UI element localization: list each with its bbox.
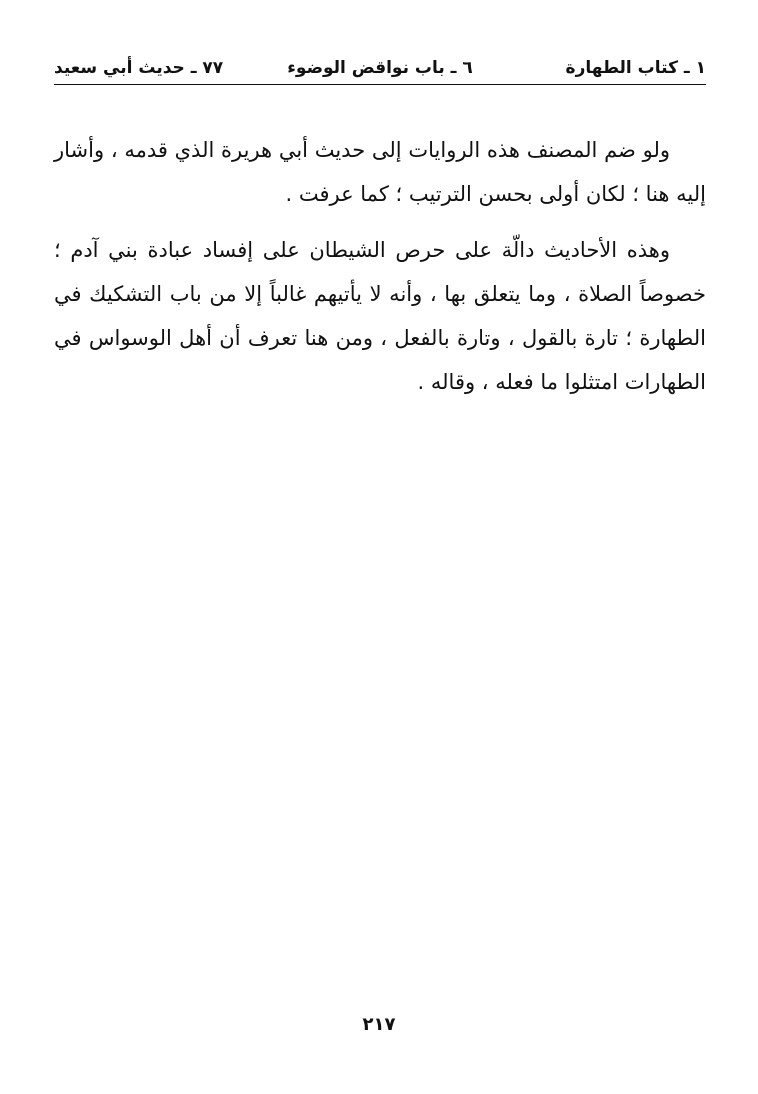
header-chapter-title: ٦ ـ باب نواقض الوضوء [287, 58, 473, 78]
page-number: ٢١٧ [362, 1014, 396, 1035]
paragraph-1: ولو ضم المصنف هذه الروايات إلى حديث أبي هريرة الذي قدمه ، وأشار إليه هنا ؛ لكان أولى بحسن الترتيب ؛ كما عرفت . [54, 138, 706, 206]
running-header [54, 54, 706, 84]
main-text [54, 128, 706, 416]
paragraph-2: وهذه الأحاديث دالّة على حرص الشيطان على إفساد عبادة بني آدم ؛ خصوصاً الصلاة ، وما يتعلق بها ، وأنه لا يأتيهم غالباً إلا من باب التشكيك في الطهارة ؛ تارة بالقول ، وتارة بالفعل ، ومن هنا تعرف أن أهل الوسواس في الطهارات امتثلوا ما فعله ، وقاله . [54, 238, 706, 394]
header-hadith-title: ٧٧ ـ حديث أبي سعيد [54, 58, 224, 78]
header-book-title: ١ ـ كتاب الطهارة [565, 58, 706, 78]
header-divider [54, 84, 706, 85]
